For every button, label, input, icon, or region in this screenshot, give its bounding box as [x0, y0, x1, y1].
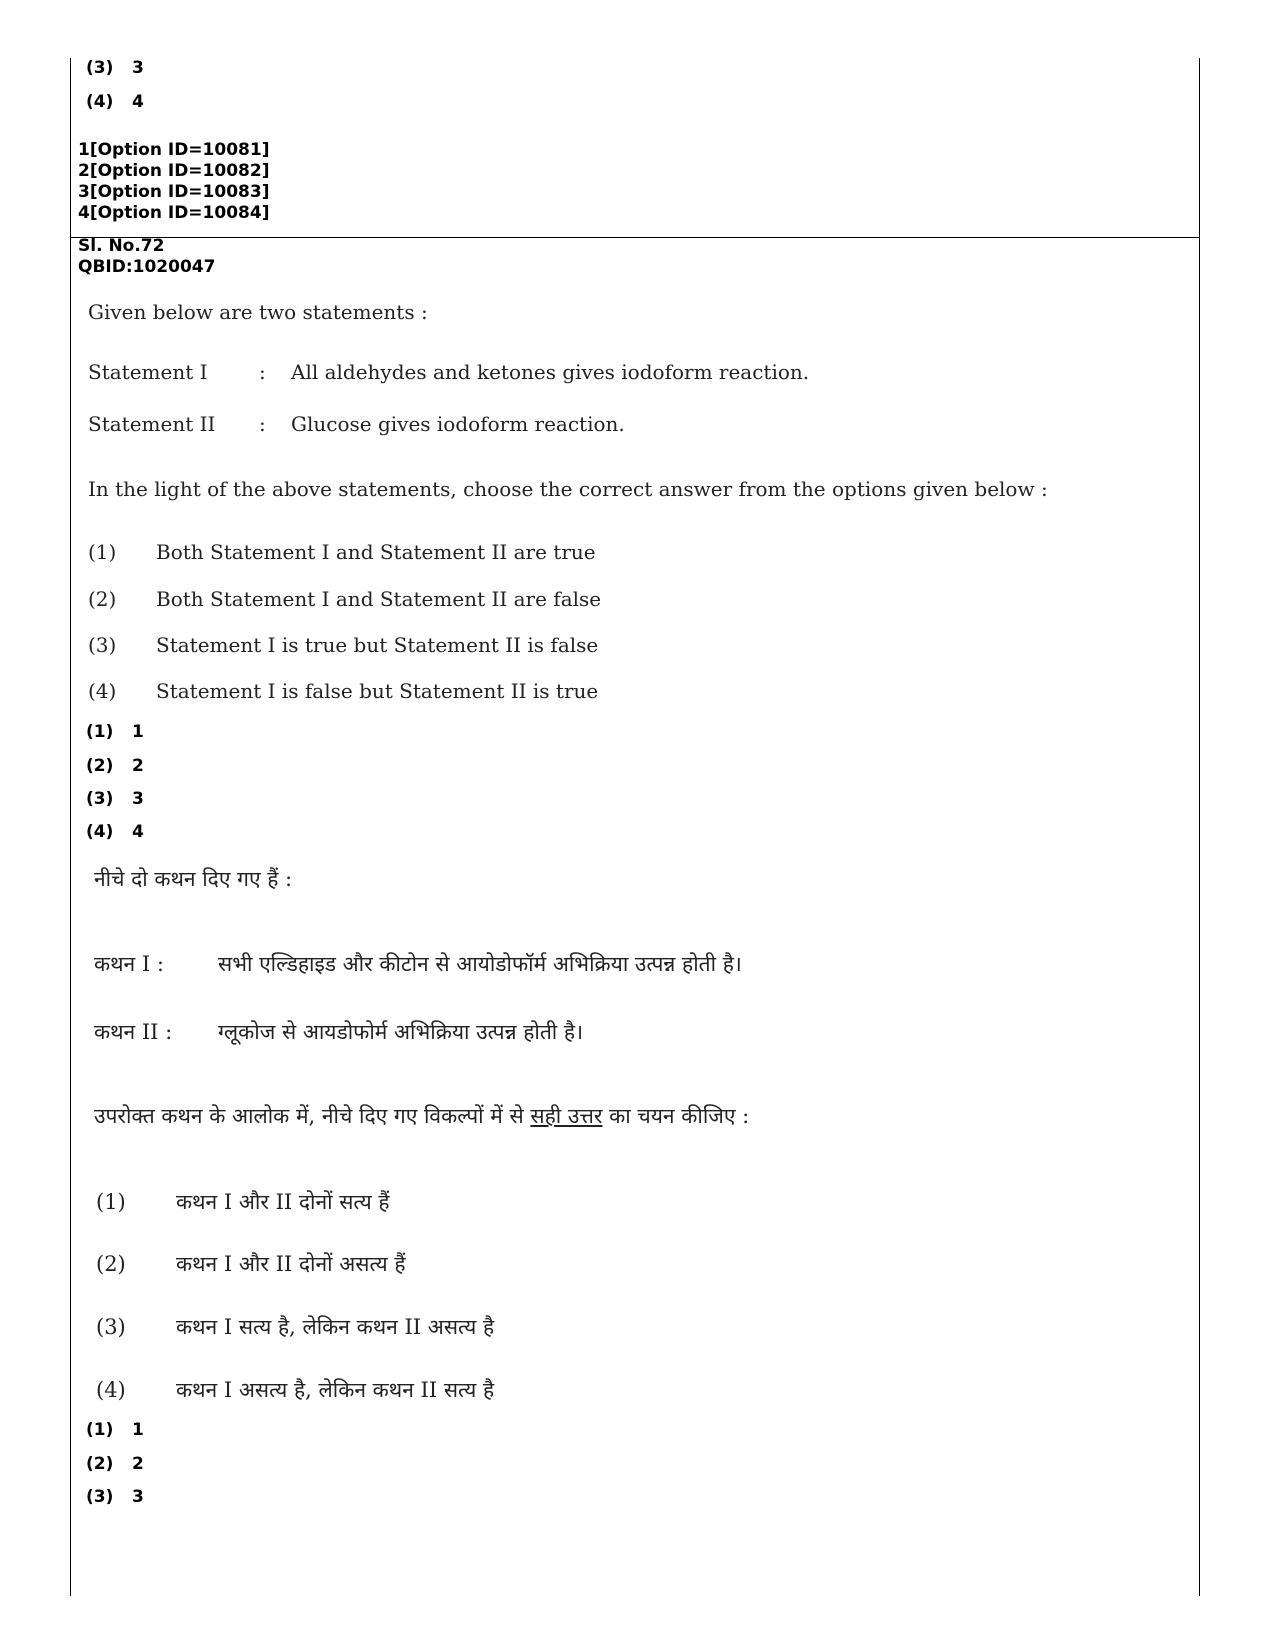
statement-1-text: All aldehydes and ketones gives iodoform reaction. — [291, 360, 810, 384]
answer-choice-4[interactable]: (4) 4 — [86, 822, 144, 842]
hindi-instruction: उपरोक्त कथन के आलोक में, नीचे दिए गए विकल्पों में से सही उत्तर का चयन कीजिए : — [94, 1104, 750, 1128]
option-3: (3) Statement I is true but Statement II is false — [88, 633, 599, 657]
hindi-statement-2-label: कथन II : — [94, 1020, 173, 1044]
hindi-answer-choice-2[interactable]: (2) 2 — [86, 1454, 144, 1474]
option-4: (4) Statement I is false but Statement II is true — [88, 679, 599, 703]
option-1: (1) Both Statement I and Statement II are true — [88, 540, 596, 564]
hindi-answer-choice-1[interactable]: (1) 1 — [86, 1420, 144, 1440]
hindi-option-2: (2) कथन I और II दोनों असत्य हैं — [96, 1252, 406, 1276]
prev-option-ids: 1[Option ID=10081] 2[Option ID=10082] 3[Option ID=10083] 4[Option ID=10084] — [78, 140, 270, 223]
question-header — [78, 236, 215, 278]
answer-choice-3[interactable]: (3) 3 — [86, 789, 144, 809]
serial-number: Sl. No.72 — [78, 236, 165, 256]
statement-2-sep: : — [259, 412, 266, 436]
hindi-answer-choice-3[interactable]: (3) 3 — [86, 1487, 144, 1507]
hindi-option-1: (1) कथन I और II दोनों सत्य हैं — [96, 1190, 390, 1214]
answer-choice-2[interactable]: (2) 2 — [86, 756, 144, 776]
prev-answer-3: (3) 3 — [86, 58, 144, 78]
hindi-statement-2-text: ग्लूकोज से आयडोफोर्म अभिक्रिया उत्पन्न होती है। — [218, 1020, 584, 1044]
statement-1-sep: : — [259, 360, 266, 384]
hindi-statement-1-label: कथन I : — [94, 952, 164, 976]
answer-choice-1[interactable]: (1) 1 — [86, 722, 144, 742]
hindi-statement-1-text: सभी एल्डिहाइड और कीटोन से आयोडोफॉर्म अभिक्रिया उत्पन्न होती है। — [218, 952, 742, 976]
statement-2-text: Glucose gives iodoform reaction. — [291, 412, 625, 436]
question-divider — [70, 237, 1200, 238]
question-instruction: In the light of the above statements, choose the correct answer from the options given below : — [88, 477, 1048, 501]
hindi-option-3: (3) कथन I सत्य है, लेकिन कथन II असत्य है — [96, 1315, 495, 1339]
statement-1-label: Statement I — [88, 360, 208, 384]
hindi-option-4: (4) कथन I असत्य है, लेकिन कथन II सत्य है — [96, 1378, 495, 1402]
hindi-intro: नीचे दो कथन दिए गए हैं : — [94, 867, 293, 891]
statement-2-label: Statement II — [88, 412, 216, 436]
prev-answer-4: (4) 4 — [86, 92, 144, 112]
hindi-instruction-underlined: सही उत्तर — [530, 1104, 603, 1128]
option-2: (2) Both Statement I and Statement II are false — [88, 587, 602, 611]
qbid: QBID:1020047 — [78, 257, 216, 277]
question-intro: Given below are two statements : — [88, 300, 428, 324]
question-frame — [70, 58, 1200, 1596]
